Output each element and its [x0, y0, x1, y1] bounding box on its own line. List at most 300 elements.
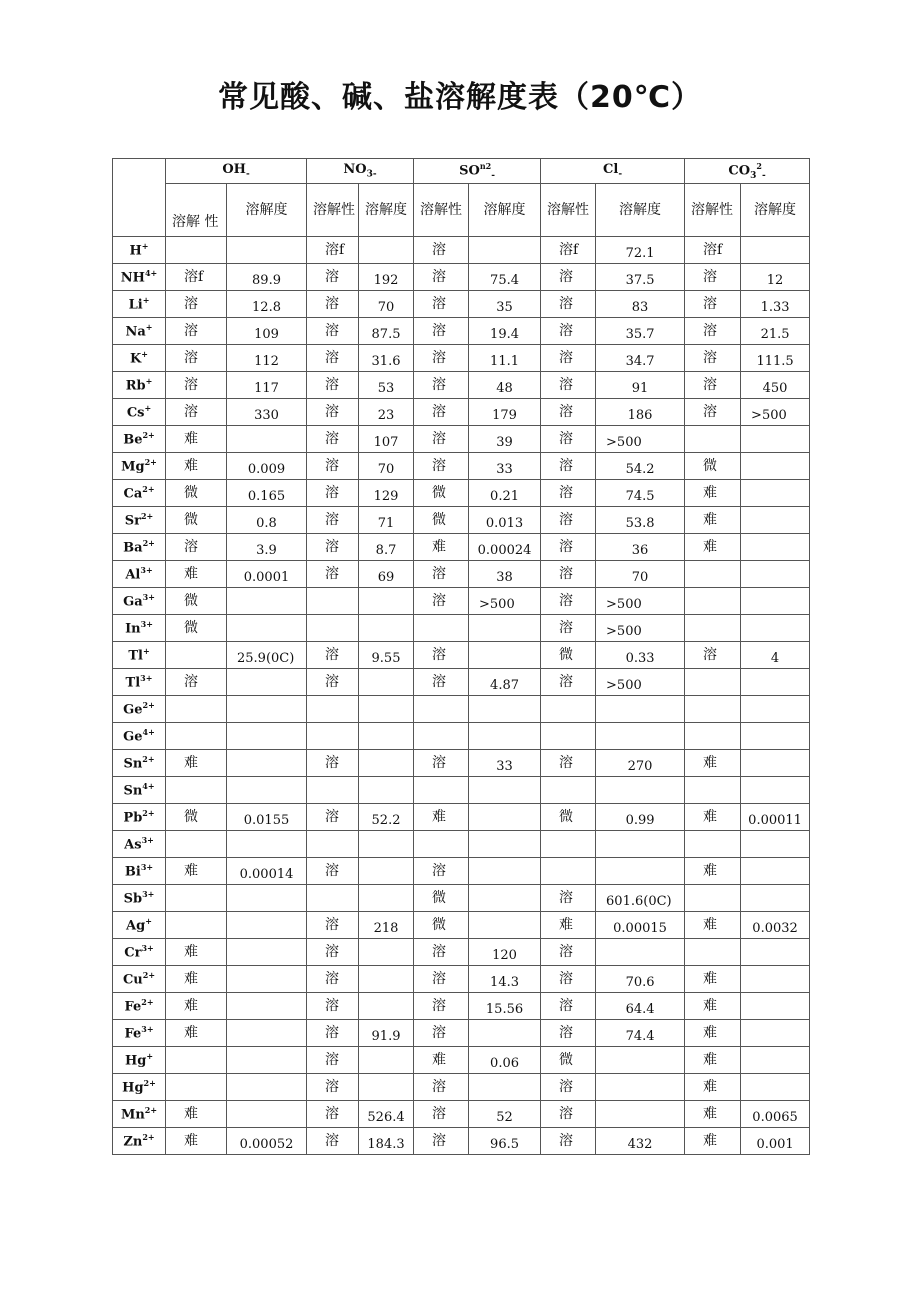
solubility-qual-cell: 溶 [414, 561, 469, 588]
solubility-value-cell: 330 [227, 399, 307, 426]
solubility-value-cell: >500 [596, 588, 685, 615]
solubility-value-cell: >500 [741, 399, 810, 426]
solubility-value-cell: 70 [359, 291, 414, 318]
solubility-value-cell: 52.2 [359, 804, 414, 831]
solubility-value-cell [359, 669, 414, 696]
solubility-qual-cell: 难 [685, 804, 741, 831]
solubility-qual-cell: 微 [166, 615, 227, 642]
solubility-qual-cell [685, 885, 741, 912]
solubility-value-cell [227, 831, 307, 858]
table-row [113, 237, 810, 264]
table-row [113, 696, 810, 723]
solubility-qual-cell: 难 [166, 993, 227, 1020]
solubility-qual-cell: 难 [414, 1047, 469, 1074]
solubility-value-cell [741, 1074, 810, 1101]
solubility-qual-cell: 难 [166, 1128, 227, 1155]
solubility-value-cell: 69 [359, 561, 414, 588]
anion-label: OH [222, 162, 246, 178]
table-body [113, 237, 810, 1155]
cation-label: $Ge^{4+}$ [113, 723, 166, 750]
solubility-qual-cell: 溶 [414, 426, 469, 453]
anion-header-oh: $OH_-$ [166, 159, 307, 184]
solubility-value-cell [359, 723, 414, 750]
solubility-qual-cell: 难 [166, 858, 227, 885]
solubility-value-cell [359, 696, 414, 723]
solubility-value-cell: 33 [469, 453, 541, 480]
solubility-value-cell: 75.4 [469, 264, 541, 291]
solubility-qual-cell [685, 777, 741, 804]
solubility-qual-cell [307, 831, 359, 858]
solubility-value-cell [741, 858, 810, 885]
solubility-qual-cell: 溶 [307, 1101, 359, 1128]
solubility-qual-cell: 难 [685, 480, 741, 507]
solubility-value-cell: 0.0065 [741, 1101, 810, 1128]
solubility-value-cell [227, 696, 307, 723]
solubility-value-cell: 111.5 [741, 345, 810, 372]
solubility-value-cell: 0.00015 [596, 912, 685, 939]
solubility-value-cell [227, 912, 307, 939]
cation-label: $Ga^{3+}$ [113, 588, 166, 615]
solubility-value-cell: 15.56 [469, 993, 541, 1020]
cation-label: $Sb^{3+}$ [113, 885, 166, 912]
solubility-value-cell: 601.6(0C) [596, 885, 685, 912]
solubility-value-cell: 0.00014 [227, 858, 307, 885]
cation-label: H+ [113, 237, 166, 264]
cation-label: $NH^{4+}$ [113, 264, 166, 291]
solubility-value-cell [469, 858, 541, 885]
solubility-value-cell [469, 696, 541, 723]
solubility-value-cell [596, 831, 685, 858]
solubility-qual-cell [541, 777, 596, 804]
table-row [113, 1101, 810, 1128]
solubility-value-cell: 36 [596, 534, 685, 561]
solubility-qual-cell [685, 588, 741, 615]
solubility-value-cell [596, 1101, 685, 1128]
table-row [113, 1047, 810, 1074]
solubility-qual-cell: 溶 [307, 804, 359, 831]
solubility-value-cell: 0.8 [227, 507, 307, 534]
solubility-value-header: 溶解度 [596, 184, 685, 237]
solubility-qual-cell [307, 696, 359, 723]
solubility-qual-cell: 难 [685, 750, 741, 777]
table-row [113, 939, 810, 966]
solubility-qual-cell [685, 615, 741, 642]
solubility-qual-cell: 难 [166, 1101, 227, 1128]
solubility-value-cell [596, 696, 685, 723]
solubility-qual-cell: 微 [414, 480, 469, 507]
solubility-qual-cell: 难 [166, 426, 227, 453]
solubility-qual-cell: 溶 [166, 399, 227, 426]
solubility-value-header: 溶解度 [227, 184, 307, 237]
table-row [113, 966, 810, 993]
solubility-value-cell: 21.5 [741, 318, 810, 345]
solubility-value-cell: 0.00011 [741, 804, 810, 831]
solubility-qual-cell [166, 1074, 227, 1101]
solubility-qual-cell [166, 237, 227, 264]
solubility-value-cell [596, 1074, 685, 1101]
solubility-value-cell: 37.5 [596, 264, 685, 291]
anion-label: NO [343, 162, 367, 178]
solubility-value-cell: 3.9 [227, 534, 307, 561]
solubility-qual-cell: 溶 [541, 588, 596, 615]
cation-label: $Al^{3+}$ [113, 561, 166, 588]
table-row [113, 318, 810, 345]
solubility-value-cell: 74.5 [596, 480, 685, 507]
solubility-qual-cell: 溶f [685, 237, 741, 264]
solubility-qual-cell: 溶 [414, 1128, 469, 1155]
solubility-value-cell [227, 237, 307, 264]
cation-label: $Cu^{2+}$ [113, 966, 166, 993]
solubility-value-cell [359, 750, 414, 777]
solubility-value-cell [359, 1074, 414, 1101]
solubility-qual-cell: 难 [685, 507, 741, 534]
solubility-value-cell [227, 426, 307, 453]
cation-label: $Sr^{2+}$ [113, 507, 166, 534]
solubility-value-cell [359, 777, 414, 804]
solubility-qual-cell [166, 777, 227, 804]
solubility-value-cell [741, 1047, 810, 1074]
solubility-value-cell: 526.4 [359, 1101, 414, 1128]
solubility-value-cell [469, 912, 541, 939]
cation-label: $Hg^{2+}$ [113, 1074, 166, 1101]
solubility-qual-cell [541, 831, 596, 858]
solubility-value-cell: 0.013 [469, 507, 541, 534]
solubility-qual-cell [166, 1047, 227, 1074]
solubility-qual-cell: 难 [685, 534, 741, 561]
solubility-value-cell [359, 993, 414, 1020]
solubility-qual-cell: 难 [685, 1074, 741, 1101]
solubility-qual-cell: 溶f [307, 237, 359, 264]
table-row [113, 642, 810, 669]
solubility-value-cell: 186 [596, 399, 685, 426]
solubility-value-cell: 179 [469, 399, 541, 426]
solubility-value-cell [469, 885, 541, 912]
solubility-value-cell: 14.3 [469, 966, 541, 993]
solubility-qual-cell: 难 [166, 750, 227, 777]
solubility-qual-cell: 难 [685, 1047, 741, 1074]
solubility-value-cell: 270 [596, 750, 685, 777]
solubility-qual-cell [685, 426, 741, 453]
solubility-qual-cell: 溶 [541, 993, 596, 1020]
table-row [113, 831, 810, 858]
cation-label: $In^{3+}$ [113, 615, 166, 642]
solubility-value-cell [359, 966, 414, 993]
solubility-qual-cell: 难 [166, 939, 227, 966]
solubility-value-header: 溶解度 [741, 184, 810, 237]
cation-label: $Be^{2+}$ [113, 426, 166, 453]
table-row [113, 1128, 810, 1155]
cation-label: Ag+ [113, 912, 166, 939]
solubility-qual-cell: 微 [166, 507, 227, 534]
solubility-qual-cell: 溶 [414, 237, 469, 264]
solubility-value-cell: 184.3 [359, 1128, 414, 1155]
cation-label: $Cr^{3+}$ [113, 939, 166, 966]
solubility-value-cell [359, 615, 414, 642]
solubility-value-cell: >500 [469, 588, 541, 615]
cation-label: $As^{3+}$ [113, 831, 166, 858]
table-row [113, 426, 810, 453]
solubility-value-cell [741, 831, 810, 858]
solubility-value-cell: 48 [469, 372, 541, 399]
solubility-qual-cell: 溶 [685, 264, 741, 291]
solubility-value-cell [227, 966, 307, 993]
solubility-qual-cell: 溶 [685, 372, 741, 399]
cation-label: $Fe^{3+}$ [113, 1020, 166, 1047]
table-row [113, 777, 810, 804]
solubility-value-cell: 0.00052 [227, 1128, 307, 1155]
solubility-qual-cell [166, 831, 227, 858]
solubility-qual-cell: 溶 [685, 345, 741, 372]
solubility-qual-cell: 溶 [414, 1020, 469, 1047]
solubility-value-cell: 52 [469, 1101, 541, 1128]
solubility-qual-cell: 溶 [307, 966, 359, 993]
solubility-value-cell [596, 723, 685, 750]
table-row [113, 1020, 810, 1047]
solubility-qual-cell: 溶 [685, 291, 741, 318]
solubility-qual-cell: 溶 [541, 291, 596, 318]
solubility-qual-cell [685, 831, 741, 858]
solubility-qual-cell: 溶 [414, 966, 469, 993]
solubility-qual-cell: 溶 [541, 426, 596, 453]
solubility-qual-cell [414, 777, 469, 804]
table-row [113, 291, 810, 318]
solubility-value-cell: 9.55 [359, 642, 414, 669]
solubility-value-cell: 1.33 [741, 291, 810, 318]
cation-label: Rb+ [113, 372, 166, 399]
solubility-value-cell [359, 588, 414, 615]
cation-label: $Pb^{2+}$ [113, 804, 166, 831]
solubility-value-cell [469, 1020, 541, 1047]
solubility-value-cell [469, 723, 541, 750]
solubility-qual-cell: 微 [541, 1047, 596, 1074]
solubility-value-cell: 432 [596, 1128, 685, 1155]
solubility-value-cell: 0.99 [596, 804, 685, 831]
solubility-value-cell [741, 426, 810, 453]
solubility-qual-cell: 溶 [307, 993, 359, 1020]
solubility-value-cell [227, 615, 307, 642]
solubility-value-cell: 12 [741, 264, 810, 291]
solubility-qual-cell: 溶 [307, 318, 359, 345]
solubility-qual-cell [166, 723, 227, 750]
solubility-value-header: 溶解度 [359, 184, 414, 237]
solubility-value-cell [596, 939, 685, 966]
solubility-value-cell [359, 1047, 414, 1074]
solubility-value-cell: 19.4 [469, 318, 541, 345]
solubility-qual-cell: 溶 [414, 642, 469, 669]
solubility-value-cell: 87.5 [359, 318, 414, 345]
solubility-qual-cell [541, 858, 596, 885]
solubility-qual-cell: 溶 [414, 858, 469, 885]
solubility-qual-cell: 溶 [307, 1020, 359, 1047]
table-row [113, 1074, 810, 1101]
solubility-value-cell: 54.2 [596, 453, 685, 480]
solubility-value-cell: 33 [469, 750, 541, 777]
solubility-value-cell [741, 237, 810, 264]
solubility-value-cell: 112 [227, 345, 307, 372]
solubility-qual-cell [307, 588, 359, 615]
solubility-qual-cell: 溶 [166, 372, 227, 399]
table-row [113, 750, 810, 777]
solubility-qual-cell: 微 [414, 912, 469, 939]
solubility-value-cell: 53.8 [596, 507, 685, 534]
solubility-qual-cell: 溶 [307, 399, 359, 426]
solubility-value-cell: 0.0032 [741, 912, 810, 939]
solubility-value-cell: 0.0001 [227, 561, 307, 588]
solubility-qual-cell: 溶 [307, 858, 359, 885]
table-row [113, 399, 810, 426]
solubility-qual-cell [685, 561, 741, 588]
solubility-qual-cell: 溶 [307, 507, 359, 534]
solubility-qual-cell: 微 [541, 804, 596, 831]
solubility-qual-cell: 微 [166, 588, 227, 615]
solubility-value-cell: 38 [469, 561, 541, 588]
solubility-value-cell [359, 831, 414, 858]
solubility-qual-cell: 溶 [307, 291, 359, 318]
table-row [113, 480, 810, 507]
solubility-qual-cell: 溶 [541, 1074, 596, 1101]
solubility-value-cell: 11.1 [469, 345, 541, 372]
solubility-qual-cell: 难 [685, 1101, 741, 1128]
solubility-value-cell: 192 [359, 264, 414, 291]
solubility-value-cell [741, 534, 810, 561]
cation-label: Tl+ [113, 642, 166, 669]
solubility-qual-cell: 微 [166, 804, 227, 831]
cation-label: $Mg^{2+}$ [113, 453, 166, 480]
solubility-value-cell: 91.9 [359, 1020, 414, 1047]
solubility-value-cell: 109 [227, 318, 307, 345]
solubility-qual-cell: 溶 [541, 885, 596, 912]
solubility-qual-cell [414, 615, 469, 642]
solubility-qual-cell: 溶 [685, 318, 741, 345]
solubility-value-cell [227, 993, 307, 1020]
solubility-qual-cell: 溶 [541, 966, 596, 993]
solubility-qual-cell: 溶 [166, 534, 227, 561]
solubility-value-cell: 35.7 [596, 318, 685, 345]
solubility-qual-cell: 溶 [414, 372, 469, 399]
solubility-qual-cell: 溶 [414, 1074, 469, 1101]
solubility-qual-cell: 溶 [541, 264, 596, 291]
solubility-qual-header: 溶解性 [307, 184, 359, 237]
cation-label: $Ba^{2+}$ [113, 534, 166, 561]
solubility-qual-cell: 微 [541, 642, 596, 669]
solubility-qual-cell: 溶 [307, 1047, 359, 1074]
solubility-qual-cell: 溶 [541, 399, 596, 426]
solubility-value-cell: 0.00024 [469, 534, 541, 561]
solubility-value-cell: 120 [469, 939, 541, 966]
solubility-value-cell [741, 480, 810, 507]
table-row [113, 615, 810, 642]
anion-header-co3: $CO_3^2_-$ [685, 159, 810, 184]
solubility-qual-cell: 溶f [541, 237, 596, 264]
solubility-value-cell [741, 750, 810, 777]
solubility-value-cell: 83 [596, 291, 685, 318]
anion-label: Cl [603, 162, 619, 178]
solubility-value-cell [227, 1047, 307, 1074]
corner-cell [113, 159, 166, 237]
cation-label: Na+ [113, 318, 166, 345]
table-row [113, 993, 810, 1020]
table-row [113, 345, 810, 372]
solubility-value-cell [469, 831, 541, 858]
solubility-qual-cell: 难 [166, 966, 227, 993]
solubility-value-cell: >500 [596, 426, 685, 453]
solubility-qual-cell: 难 [166, 561, 227, 588]
solubility-qual-cell: 难 [166, 1020, 227, 1047]
solubility-value-cell [227, 588, 307, 615]
cation-label: Cs+ [113, 399, 166, 426]
table-row [113, 372, 810, 399]
solubility-value-cell: 0.009 [227, 453, 307, 480]
solubility-value-cell [227, 723, 307, 750]
solubility-qual-cell: 难 [685, 966, 741, 993]
solubility-qual-cell: 溶 [307, 1074, 359, 1101]
table-row [113, 804, 810, 831]
solubility-qual-header: 溶解性 [414, 184, 469, 237]
anion-label: SO [459, 163, 480, 179]
solubility-qual-cell: 溶 [307, 750, 359, 777]
solubility-value-cell: 0.21 [469, 480, 541, 507]
solubility-qual-cell: 溶 [541, 345, 596, 372]
solubility-value-cell [741, 939, 810, 966]
cation-label: $Sn^{2+}$ [113, 750, 166, 777]
solubility-value-cell: 64.4 [596, 993, 685, 1020]
solubility-value-cell [469, 777, 541, 804]
solubility-value-cell [741, 696, 810, 723]
solubility-qual-cell [166, 885, 227, 912]
solubility-value-cell: 70 [359, 453, 414, 480]
cation-label: K+ [113, 345, 166, 372]
solubility-value-cell [227, 750, 307, 777]
solubility-qual-cell: 溶 [685, 642, 741, 669]
solubility-qual-cell: 难 [166, 453, 227, 480]
solubility-qual-cell [414, 723, 469, 750]
solubility-qual-cell [307, 615, 359, 642]
solubility-value-header: 溶解度 [469, 184, 541, 237]
solubility-qual-cell: 溶 [541, 669, 596, 696]
solubility-qual-header: 溶解 性 [166, 184, 227, 237]
cation-label: Li+ [113, 291, 166, 318]
solubility-qual-cell: 溶 [307, 264, 359, 291]
solubility-qual-cell: 溶 [166, 345, 227, 372]
solubility-value-cell: 4.87 [469, 669, 541, 696]
solubility-qual-cell: 溶 [414, 588, 469, 615]
solubility-value-cell: 0.06 [469, 1047, 541, 1074]
solubility-qual-cell: 溶 [414, 1101, 469, 1128]
solubility-qual-cell: 溶 [307, 939, 359, 966]
solubility-value-cell: >500 [596, 615, 685, 642]
solubility-qual-cell: 溶 [166, 669, 227, 696]
solubility-qual-cell: 溶 [414, 291, 469, 318]
solubility-qual-cell [685, 669, 741, 696]
solubility-qual-header: 溶解性 [541, 184, 596, 237]
solubility-value-cell [741, 777, 810, 804]
solubility-value-cell [596, 1047, 685, 1074]
solubility-qual-cell: 溶 [541, 507, 596, 534]
solubility-value-cell [469, 804, 541, 831]
table-row [113, 534, 810, 561]
solubility-value-cell: 129 [359, 480, 414, 507]
solubility-qual-cell: 难 [685, 912, 741, 939]
anion-header-so4: $SO^{n2}_-$ [414, 159, 541, 184]
solubility-qual-cell: 溶 [541, 453, 596, 480]
cation-label: $Sn^{4+}$ [113, 777, 166, 804]
solubility-qual-cell: 溶 [307, 561, 359, 588]
solubility-value-cell: 450 [741, 372, 810, 399]
solubility-qual-cell: 溶 [541, 939, 596, 966]
solubility-qual-cell: 难 [414, 804, 469, 831]
solubility-value-cell: 39 [469, 426, 541, 453]
anion-header-cl: $Cl_-$ [541, 159, 685, 184]
